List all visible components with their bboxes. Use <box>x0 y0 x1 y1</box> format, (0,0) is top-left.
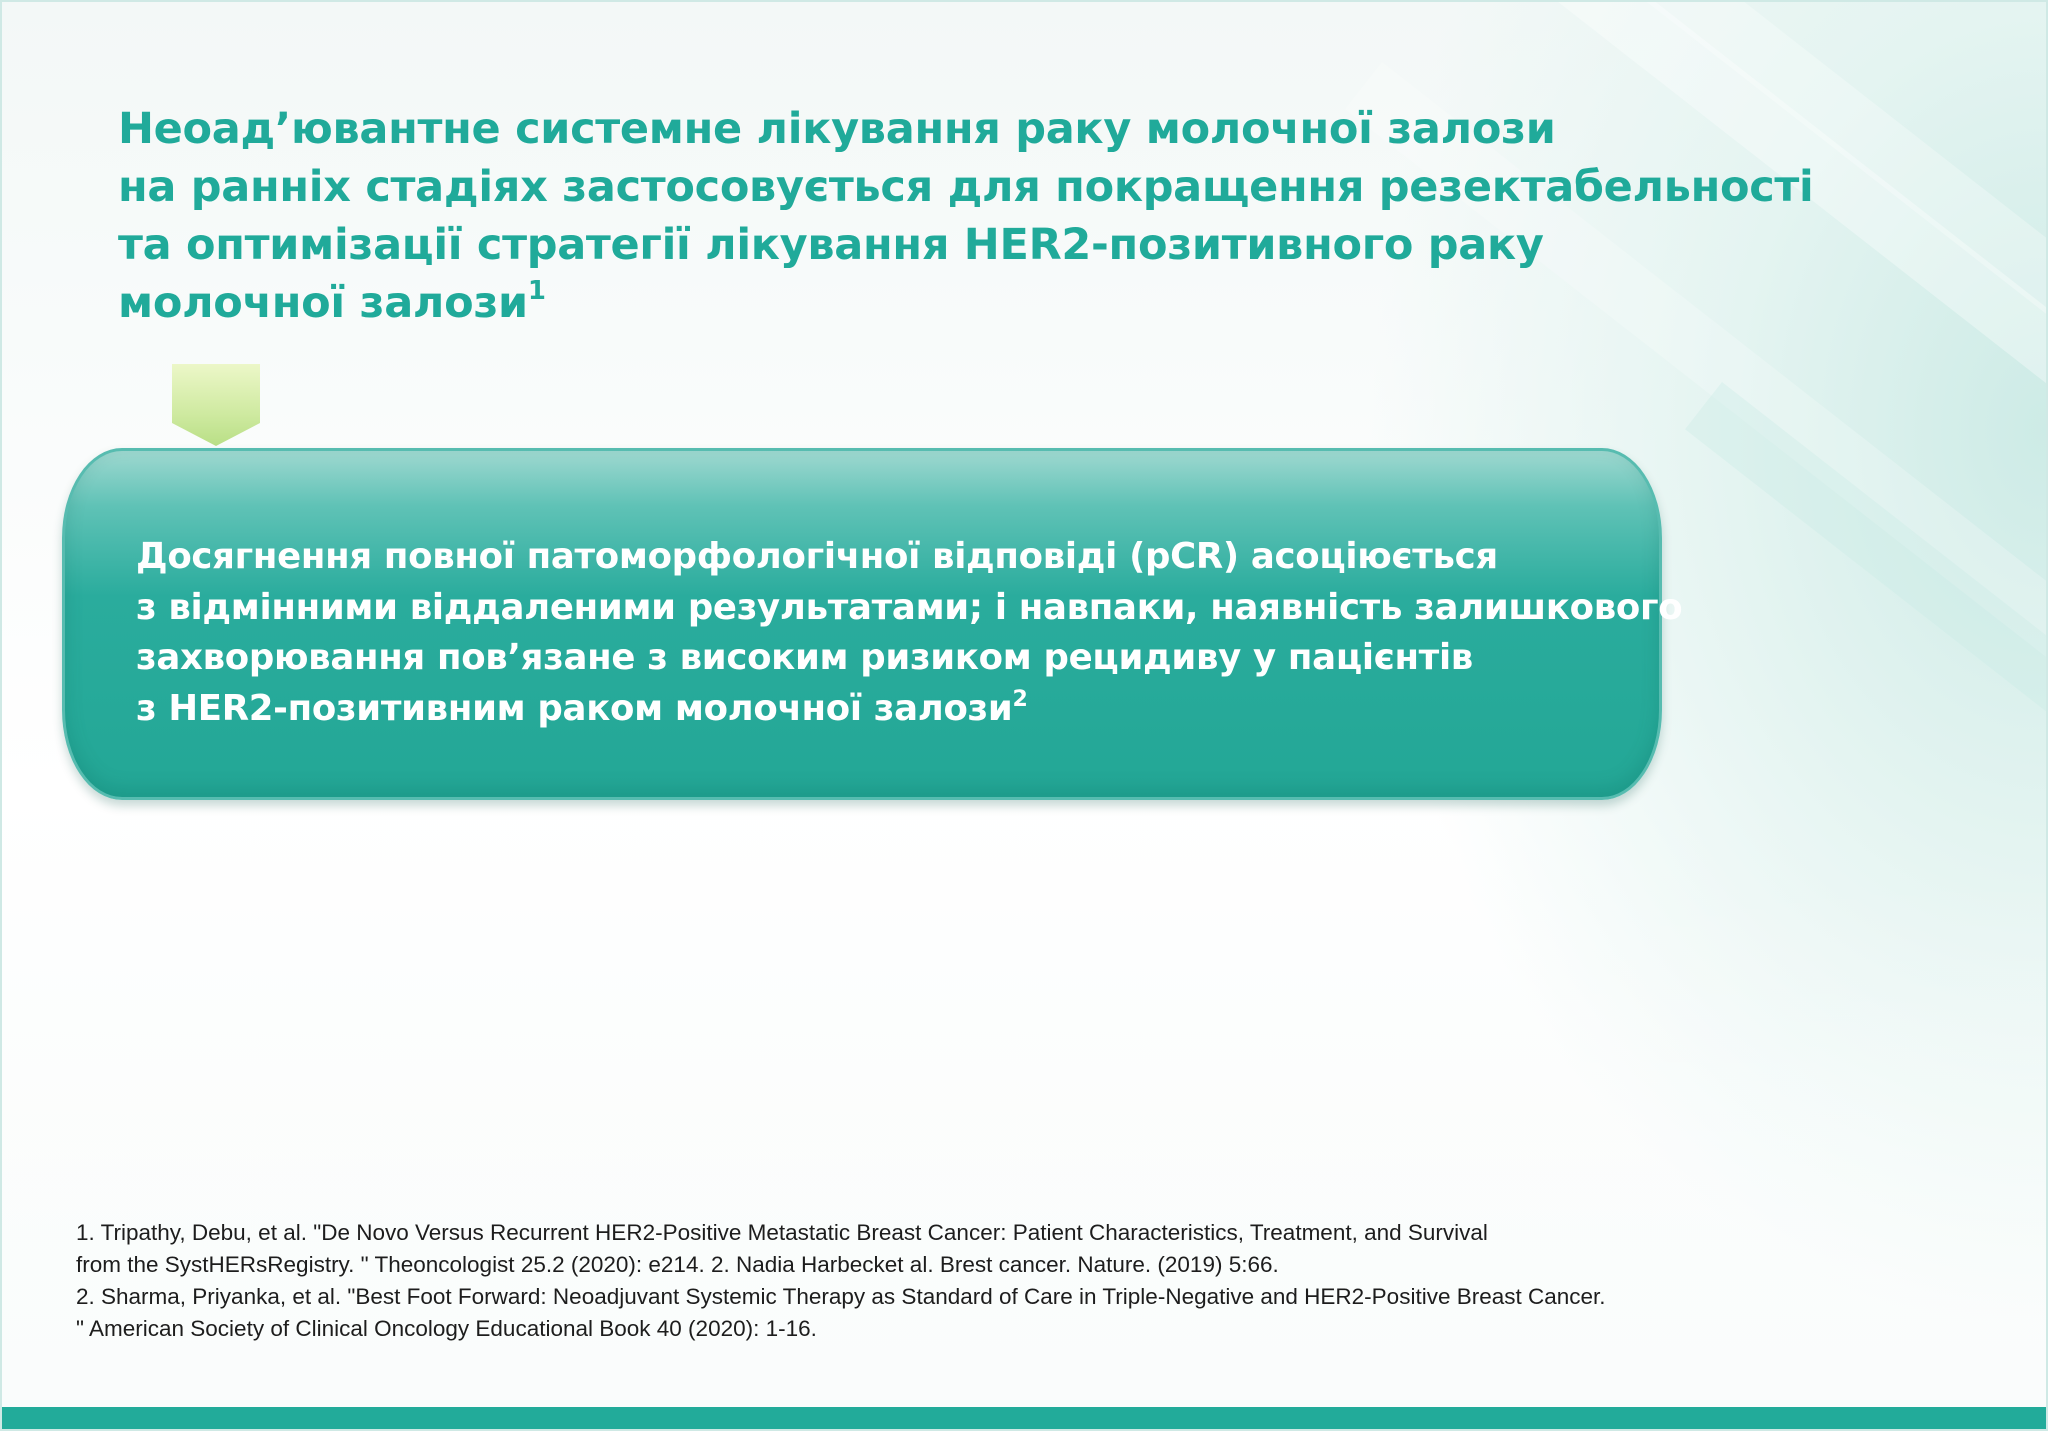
references <box>76 1217 1976 1345</box>
reference-line: 1. Tripathy, Debu, et al. "De Novo Versus Recurrent HER2-Positive Metastatic Breast Cancer: Patient Characteristics, Treatment, and Survival <box>76 1220 1488 1245</box>
reference-line: from the SystHERsRegistry. " Theoncologist 25.2 (2020): e214. 2. Nadia Harbecket al. Brest cancer. Nature. (2019) 5:66. <box>76 1252 1279 1277</box>
bottom-bar <box>2 1407 2048 1429</box>
slide-title <box>118 100 1898 332</box>
callout-line: Досягнення повної патоморфологічної відповіді (pCR) асоціюється <box>136 536 1498 577</box>
callout-text <box>136 532 1683 734</box>
down-arrow-icon <box>172 364 260 446</box>
reference-line: 2. Sharma, Priyanka, et al. "Best Foot Forward: Neoadjuvant Systemic Therapy as Standard of Care in Triple-Negative and HER2-Positive Breast Cancer. <box>76 1284 1606 1309</box>
title-line: Неоад’ювантне системне лікування раку молочної залози <box>118 104 1556 154</box>
title-reference-mark: 1 <box>527 276 546 306</box>
callout-line: захворювання пов’язане з високим ризиком рецидиву у пацієнтів <box>136 637 1473 678</box>
reference-line: " American Society of Clinical Oncology Educational Book 40 (2020): 1-16. <box>76 1316 817 1341</box>
title-line <box>118 274 1898 332</box>
title-line-text: молочної залози <box>118 278 528 328</box>
callout-line-text: з HER2-позитивним раком молочної залози <box>136 687 1013 729</box>
callout-line <box>136 684 1636 735</box>
title-line: та оптимізації стратегії лікування HER2-позитивного раку <box>118 220 1544 270</box>
callout-line: з відмінними віддаленими результатами; і навпаки, наявність залишкового <box>136 586 1683 628</box>
callout-reference-mark: 2 <box>1012 686 1028 712</box>
title-line: на ранніх стадіях застосовується для покращення резектабельності <box>118 162 1814 212</box>
